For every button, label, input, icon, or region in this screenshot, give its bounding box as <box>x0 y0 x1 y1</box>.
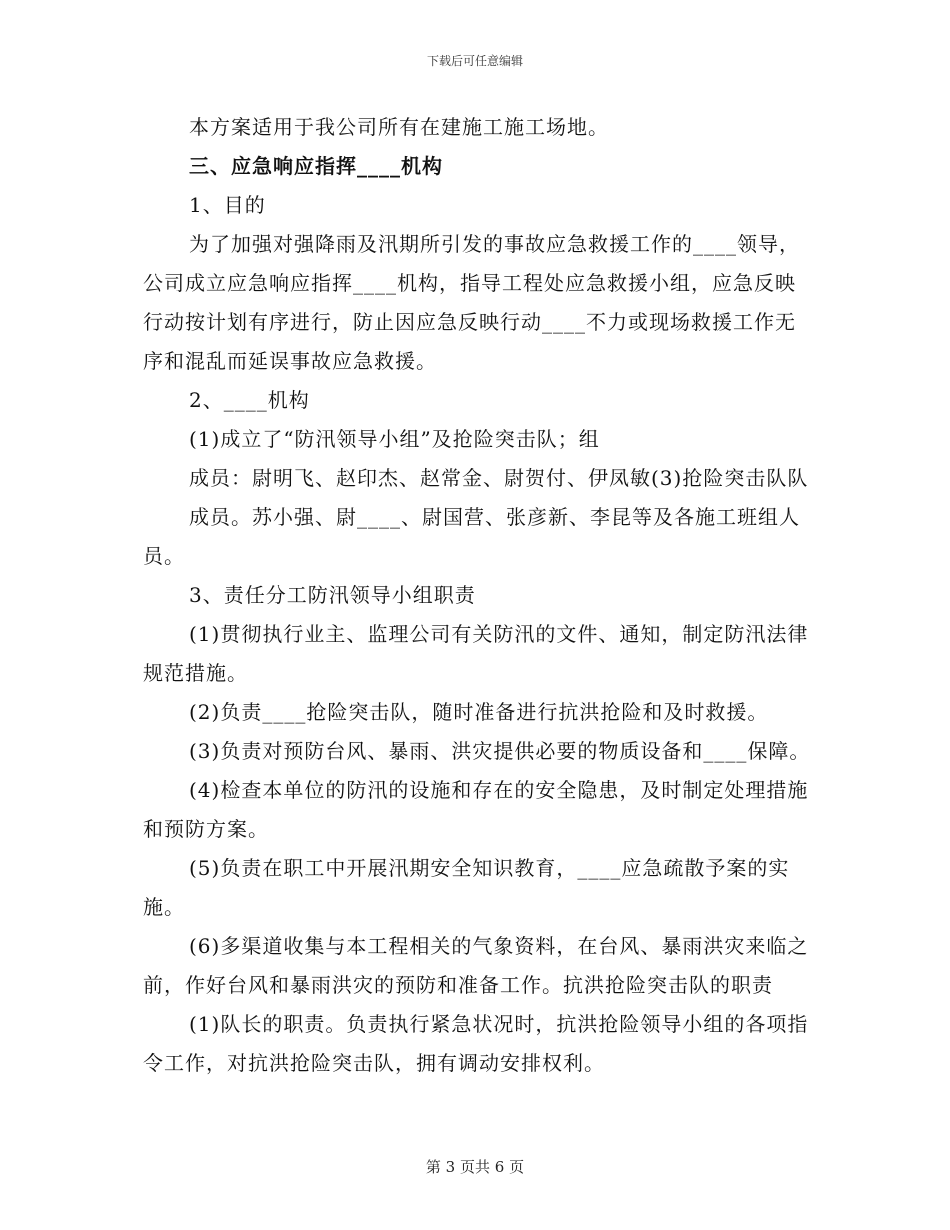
paragraph-org-1: (1)成立了“防汛领导小组”及抢险突击队；组 <box>189 427 600 451</box>
paragraph-org-team-members: 成员。苏小强、尉____、尉国营、张彦新、李昆等及各施工班组人员。 <box>143 505 800 568</box>
subheading-responsibilities: 3、责任分工防汛领导小组职责 <box>189 583 476 607</box>
paragraph-duty-3: (3)负责对预防台风、暴雨、洪灾提供必要的物质设备和____保障。 <box>189 739 811 763</box>
paragraph-captain-duty: (1)队长的职责。负责执行紧急状况时，抗洪抢险领导小组的各项指令工作，对抗洪抢险突击队，拥有调动安排权利。 <box>143 1012 809 1075</box>
paragraph-org-members: 成员：尉明飞、赵印杰、赵常金、尉贺付、伊凤敏(3)抢险突击队队 <box>189 466 809 490</box>
paragraph-duty-1: (1)贯彻执行业主、监理公司有关防汛的文件、通知，制定防汛法律规范措施。 <box>143 622 809 685</box>
page-header: 下载后可任意编辑 <box>426 54 523 68</box>
paragraph-scope: 本方案适用于我公司所有在建施工施工场地。 <box>189 115 609 139</box>
paragraph-duty-4: (4)检查本单位的防汛的设施和存在的安全隐患，及时制定处理措施和预防方案。 <box>143 778 809 841</box>
paragraph-duty-2: (2)负责____抢险突击队，随时准备进行抗洪抢险和及时救援。 <box>189 700 769 724</box>
section-heading-command-structure: 三、应急响应指挥____机构 <box>189 154 443 178</box>
paragraph-duty-6: (6)多渠道收集与本工程相关的气象资料，在台风、暴雨洪灾来临之前，作好台风和暴雨洪灾的预防和准备工作。抗洪抢险突击队的职责 <box>143 934 809 997</box>
document-body <box>143 108 813 1083</box>
paragraph-purpose: 为了加强对强降雨及汛期所引发的事故应急救援工作的____领导，公司成立应急响应指挥____机构，指导工程处应急救援小组，应急反映行动按计划有序进行，防止因应急反映行动____不力或现场救援工作无序和混乱而延误事故应急救援。 <box>143 232 800 373</box>
page-footer: 第 3 页共 6 页 <box>425 1158 525 1176</box>
subheading-organization: 2、____机构 <box>189 388 310 412</box>
paragraph-duty-5: (5)负责在职工中开展汛期安全知识教育，____应急疏散予案的实施。 <box>143 856 790 919</box>
subheading-purpose: 1、目的 <box>189 193 266 217</box>
